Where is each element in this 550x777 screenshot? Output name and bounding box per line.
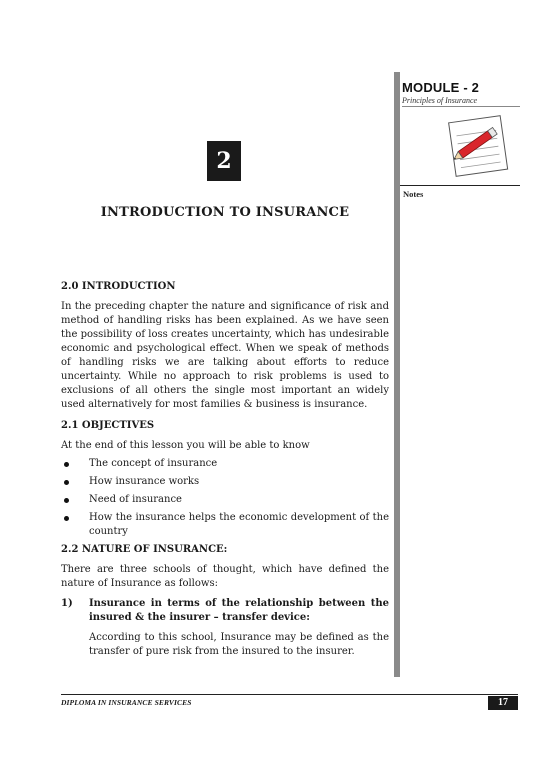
objectives-heading: 2.1 OBJECTIVES (61, 420, 155, 431)
notes-divider (400, 185, 520, 186)
nature-heading: 2.2 NATURE OF INSURANCE: (61, 544, 228, 555)
list-item: How the insurance helps the economic development of the country (61, 511, 389, 539)
item-paragraph: According to this school, Insurance may be defined as the transfer of pure risk from the insured to the insurer. (89, 632, 389, 657)
objectives-list (61, 457, 389, 539)
chapter-title: INTRODUCTION TO INSURANCE (100, 205, 350, 220)
list-item: How insurance works (61, 475, 389, 489)
intro-heading: 2.0 INTRODUCTION (61, 281, 176, 292)
chapter-number: 2 (207, 141, 241, 181)
footer-text: DIPLOMA IN INSURANCE SERVICES (61, 698, 192, 707)
item-title: Insurance in terms of the relationship between the insured & the insurer – transfer device: (89, 598, 389, 623)
module-header (402, 80, 532, 105)
module-divider (402, 106, 520, 107)
main-content (61, 280, 389, 659)
objectives-lead: At the end of this lesson you will be able to know (61, 440, 310, 451)
numbered-item (61, 597, 389, 625)
item-number: 1) (61, 598, 73, 609)
module-subtitle: Principles of Insurance (402, 96, 478, 105)
notepad-pencil-icon (438, 113, 518, 177)
bullet-icon (64, 516, 69, 521)
intro-paragraph: In the preceding chapter the nature and significance of risk and method of handling risks has been explained. As we have seen the possibility of loss creates uncertainty, which has undesirable economic and psychological effect. When we speak of methods of handling risks we are talking about efforts to reduce uncertainty. While no approach to risk problems is used to exclusions of all others the single most important an widely used alternatively for most families & business is insurance. (61, 301, 389, 410)
margin-rule (394, 72, 400, 677)
page-number: 17 (488, 696, 518, 710)
bullet-icon (64, 480, 69, 485)
nature-paragraph: There are three schools of thought, which have defined the nature of Insurance as follows: (61, 564, 389, 589)
notes-label: Notes (403, 189, 424, 199)
bullet-icon (64, 462, 69, 467)
list-item: Need of insurance (61, 493, 389, 507)
bullet-icon (64, 498, 69, 503)
list-item: The concept of insurance (61, 457, 389, 471)
module-title: MODULE - 2 (402, 80, 480, 95)
footer-divider (61, 694, 518, 695)
